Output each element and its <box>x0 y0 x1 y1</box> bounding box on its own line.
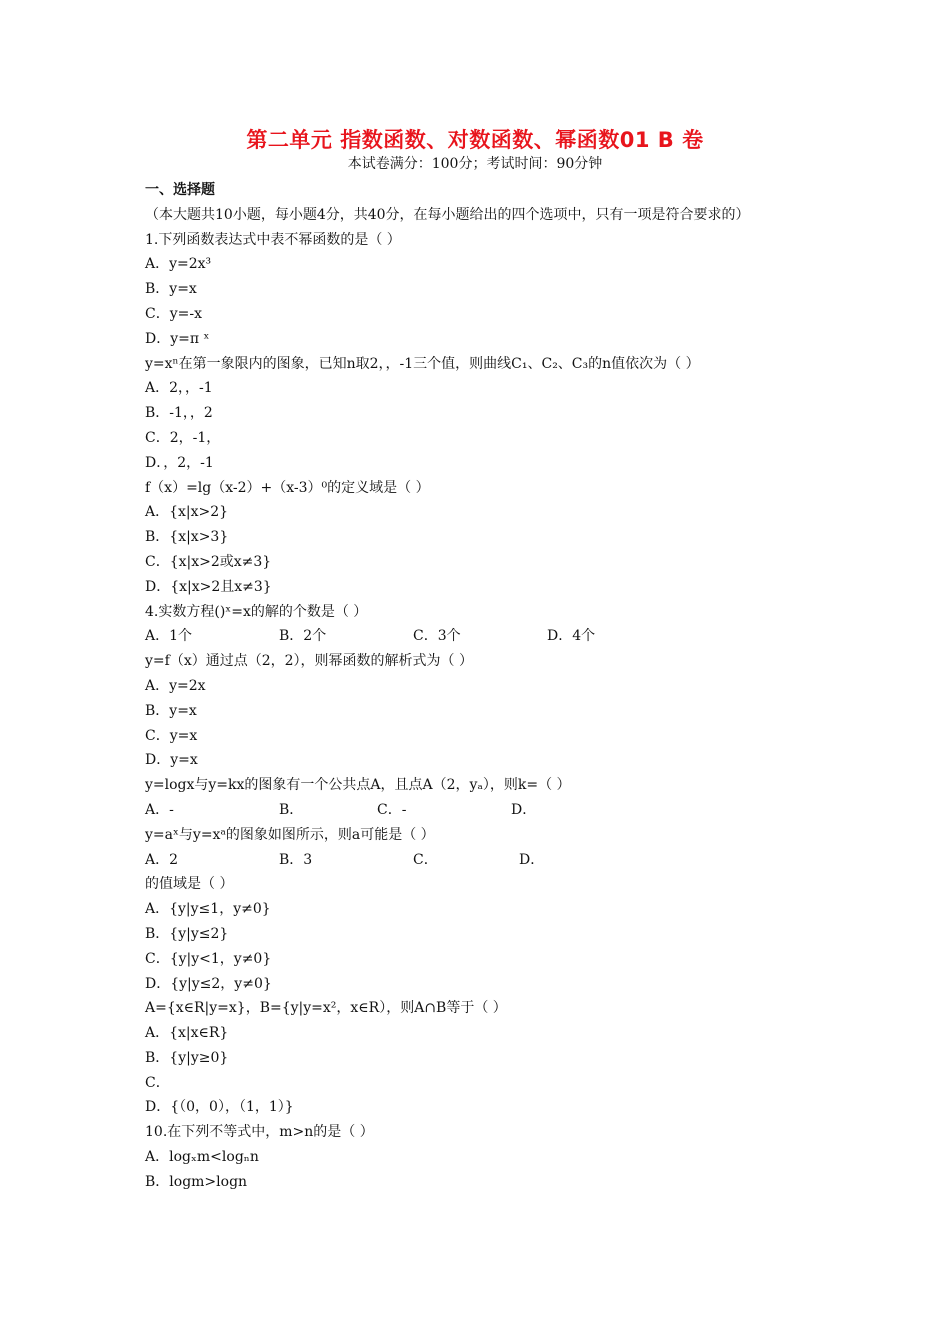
option: B． <box>279 801 304 818</box>
option-line: B．logm>logn <box>145 1173 248 1190</box>
option-line: B．y=x <box>145 281 197 298</box>
option-line: C．{y|y<1，y≠0} <box>145 950 272 967</box>
option-line: C．y=x <box>145 727 198 744</box>
option-line: D．y=π ˣ <box>145 330 210 347</box>
option: D． <box>511 801 537 818</box>
question-line: 10.在下列不等式中，m>n的是（ ） <box>145 1124 374 1141</box>
option-line: B．y=x <box>145 702 197 719</box>
question-content <box>145 178 815 1195</box>
option-line: D．{x|x>2且x≠3} <box>145 578 272 595</box>
option: C．3个 <box>413 628 461 645</box>
option-line: B．{x|x>3} <box>145 529 229 546</box>
option-line: A．y=2x³ <box>145 256 212 273</box>
option: A．2 <box>145 851 179 868</box>
section-instruction: （本大题共10小题，每小题4分，共40分，在每小题给出的四个选项中，只有一项是符合要求的） <box>145 206 750 223</box>
question-line: 的值域是（ ） <box>145 876 234 893</box>
option-line: A．2，，-1 <box>145 380 213 397</box>
option-line: C．{x|x>2或x≠3} <box>145 553 272 570</box>
option-line: B．{y|y≤2} <box>145 925 229 942</box>
question-line: f（x）=lg（x-2）+（x-3）⁰的定义域是（ ） <box>145 479 430 496</box>
option-row <box>145 798 815 823</box>
option: A．- <box>145 801 174 818</box>
option-line: A．{x|x∈R} <box>145 1025 229 1042</box>
option-row <box>145 624 815 649</box>
option: C．- <box>377 801 407 818</box>
question-line: y=xⁿ在第一象限内的图象，已知n取2，，-1三个值，则曲线C₁、C₂、C₃的n值依次为（ ） <box>145 355 700 372</box>
question-line: A={x∈R|y=x}，B={y|y=x²，x∈R），则A∩B等于（ ） <box>145 1000 507 1017</box>
option: B．2个 <box>279 628 327 645</box>
option-line: A．{y|y≤1，y≠0} <box>145 901 271 918</box>
option-line: C． <box>145 1074 170 1091</box>
option-line: B．{y|y≥0} <box>145 1049 229 1066</box>
question-line: y=logx与y=kx的图象有一个公共点A，且点A（2，yₐ），则k=（ ） <box>145 777 571 794</box>
section-heading <box>145 178 815 228</box>
question-line: 4.实数方程()ˣ=x的解的个数是（ ） <box>145 603 368 620</box>
option-line: A．y=2x <box>145 677 206 694</box>
option-line: C．y=-x <box>145 305 202 322</box>
option-line: D．y=x <box>145 752 198 769</box>
option-line: C．2，-1， <box>145 429 221 446</box>
option-line: D．{（0，0），（1，1）} <box>145 1099 294 1116</box>
page-title: 第二单元 指数函数、对数函数、幂函数01 B 卷 <box>246 128 704 152</box>
option: A．1个 <box>145 628 193 645</box>
option-line: D．，2，-1 <box>145 454 214 471</box>
option-line: B．-1，，2 <box>145 405 213 422</box>
question-line: y=f（x）通过点（2，2），则幂函数的解析式为（ ） <box>145 653 473 670</box>
exam-info: 本试卷满分：100分；考试时间：90分钟 <box>347 156 603 172</box>
option-line: A．logₓm<logₙn <box>145 1149 259 1166</box>
option: B．3 <box>279 851 313 868</box>
option: C． <box>413 851 438 868</box>
question-line: 1.下列函数表达式中表不幂函数的是（ ） <box>145 231 401 248</box>
option: D． <box>519 851 545 868</box>
option-line: D．{y|y≤2，y≠0} <box>145 975 272 992</box>
option-row <box>145 848 815 873</box>
section-title: 一、选择题 <box>145 182 215 198</box>
option-line: A．{x|x>2} <box>145 504 229 521</box>
question-line: y=aˣ与y=xᵃ的图象如图所示，则a可能是（ ） <box>145 826 435 843</box>
option: D．4个 <box>547 628 596 645</box>
